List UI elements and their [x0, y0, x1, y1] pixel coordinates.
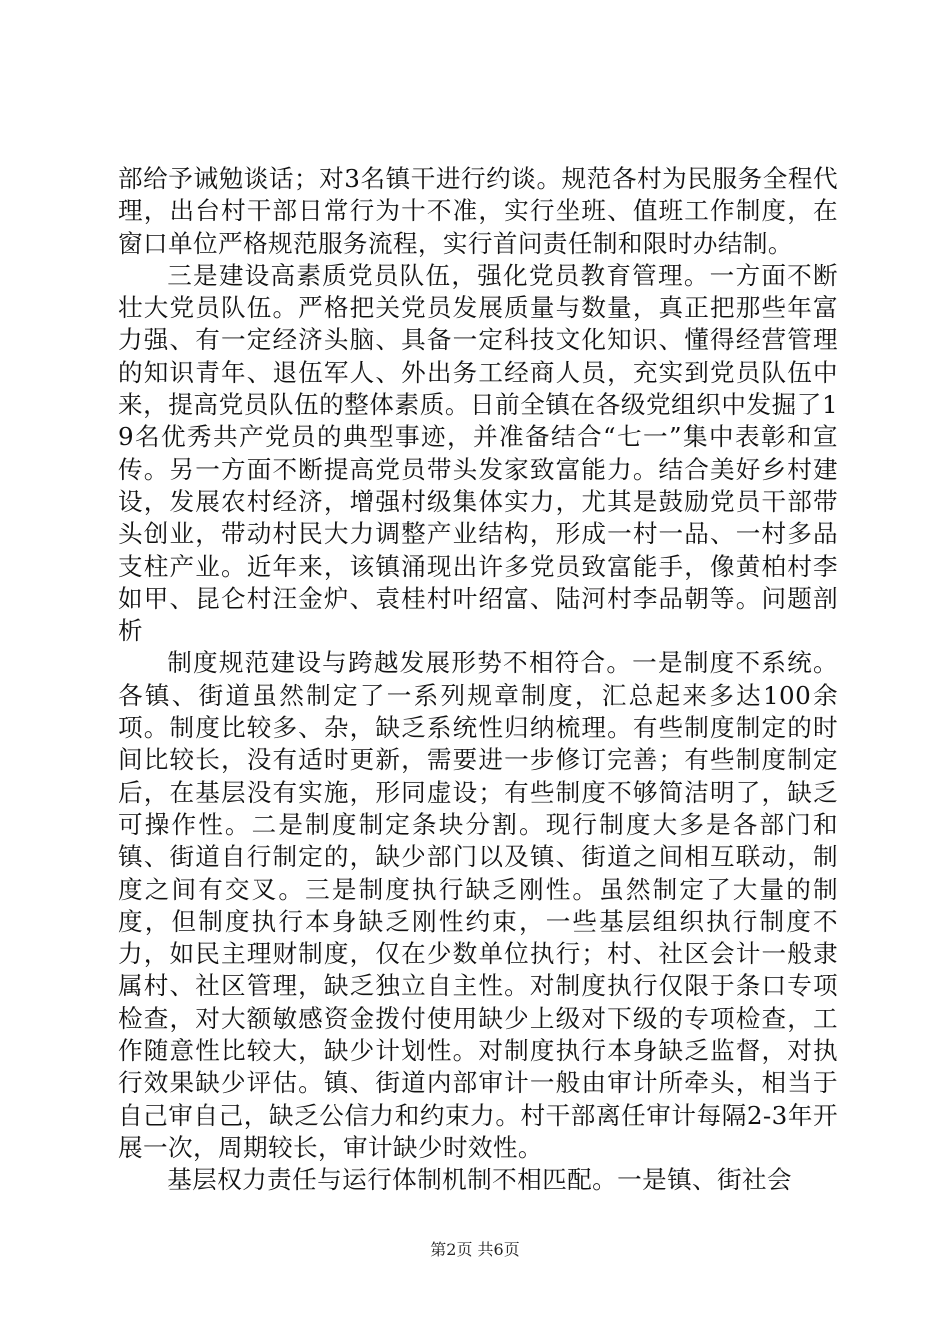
page-footer: 第2页 共6页	[430, 1240, 520, 1259]
paragraph-3: 制度规范建设与跨越发展形势不相符合。一是制度不系统。各镇、街道虽然制定了一系列规章制度，汇总起来多达100余项。制度比较多、杂，缺乏系统性归纳梳理。有些制度制定的时间比较长，没有适时更新，需要进一步修订完善；有些制度制定后，在基层没有实施，形同虚设；有些制度不够简洁明了，缺乏可操作性。二是制度制定条块分割。现行制度大多是各部门和镇、街道自行制定的，缺少部门以及镇、街道之间相互联动，制度之间有交叉。三是制度执行缺乏刚性。虽然制定了大量的制度，但制度执行本身缺乏刚性约束，一些基层组织执行制度不力，如民主理财制度，仅在少数单位执行；村、社区会计一般隶属村、社区管理，缺乏独立自主性。对制度执行仅限于条口专项检查，对大额敏感资金拨付使用缺少上级对下级的专项检查，工作随意性比较大，缺少计划性。对制度执行本身缺乏监督，对执行效果缺少评估。镇、街道内部审计一般由审计所牵头，相当于自己审自己，缺乏公信力和约束力。村干部离任审计每隔2-3年开展一次，周期较长，审计缺少时效性。	[118, 648, 838, 1162]
document-body	[118, 163, 838, 1197]
paragraph-1: 部给予诫勉谈话；对3名镇干进行约谈。规范各村为民服务全程代理，出台村干部日常行为十不准，实行坐班、值班工作制度，在窗口单位严格规范服务流程，实行首问责任制和限时办结制。	[118, 164, 838, 258]
paragraph-2: 三是建设高素质党员队伍，强化党员教育管理。一方面不断壮大党员队伍。严格把关党员发展质量与数量，真正把那些年富力强、有一定经济头脑、具备一定科技文化知识、懂得经营管理的知识青年、退伍军人、外出务工经商人员，充实到党员队伍中来，提高党员队伍的整体素质。日前全镇在各级党组织中发掘了19名优秀共产党员的典型事迹，并准备结合“七一”集中表彰和宣传。另一方面不断提高党员带头发家致富能力。结合美好乡村建设，发展农村经济，增强村级集体实力，尤其是鼓励党员干部带头创业，带动村民大力调整产业结构，形成一村一品、一村多品支柱产业。近年来，该镇涌现出许多党员致富能手，像黄柏村李如甲、昆仑村汪金炉、袁桂村叶绍富、陆河村李品朝等。问题剖析	[118, 260, 838, 646]
paragraph-4: 基层权力责任与运行体制机制不相匹配。一是镇、街社会	[167, 1165, 793, 1195]
